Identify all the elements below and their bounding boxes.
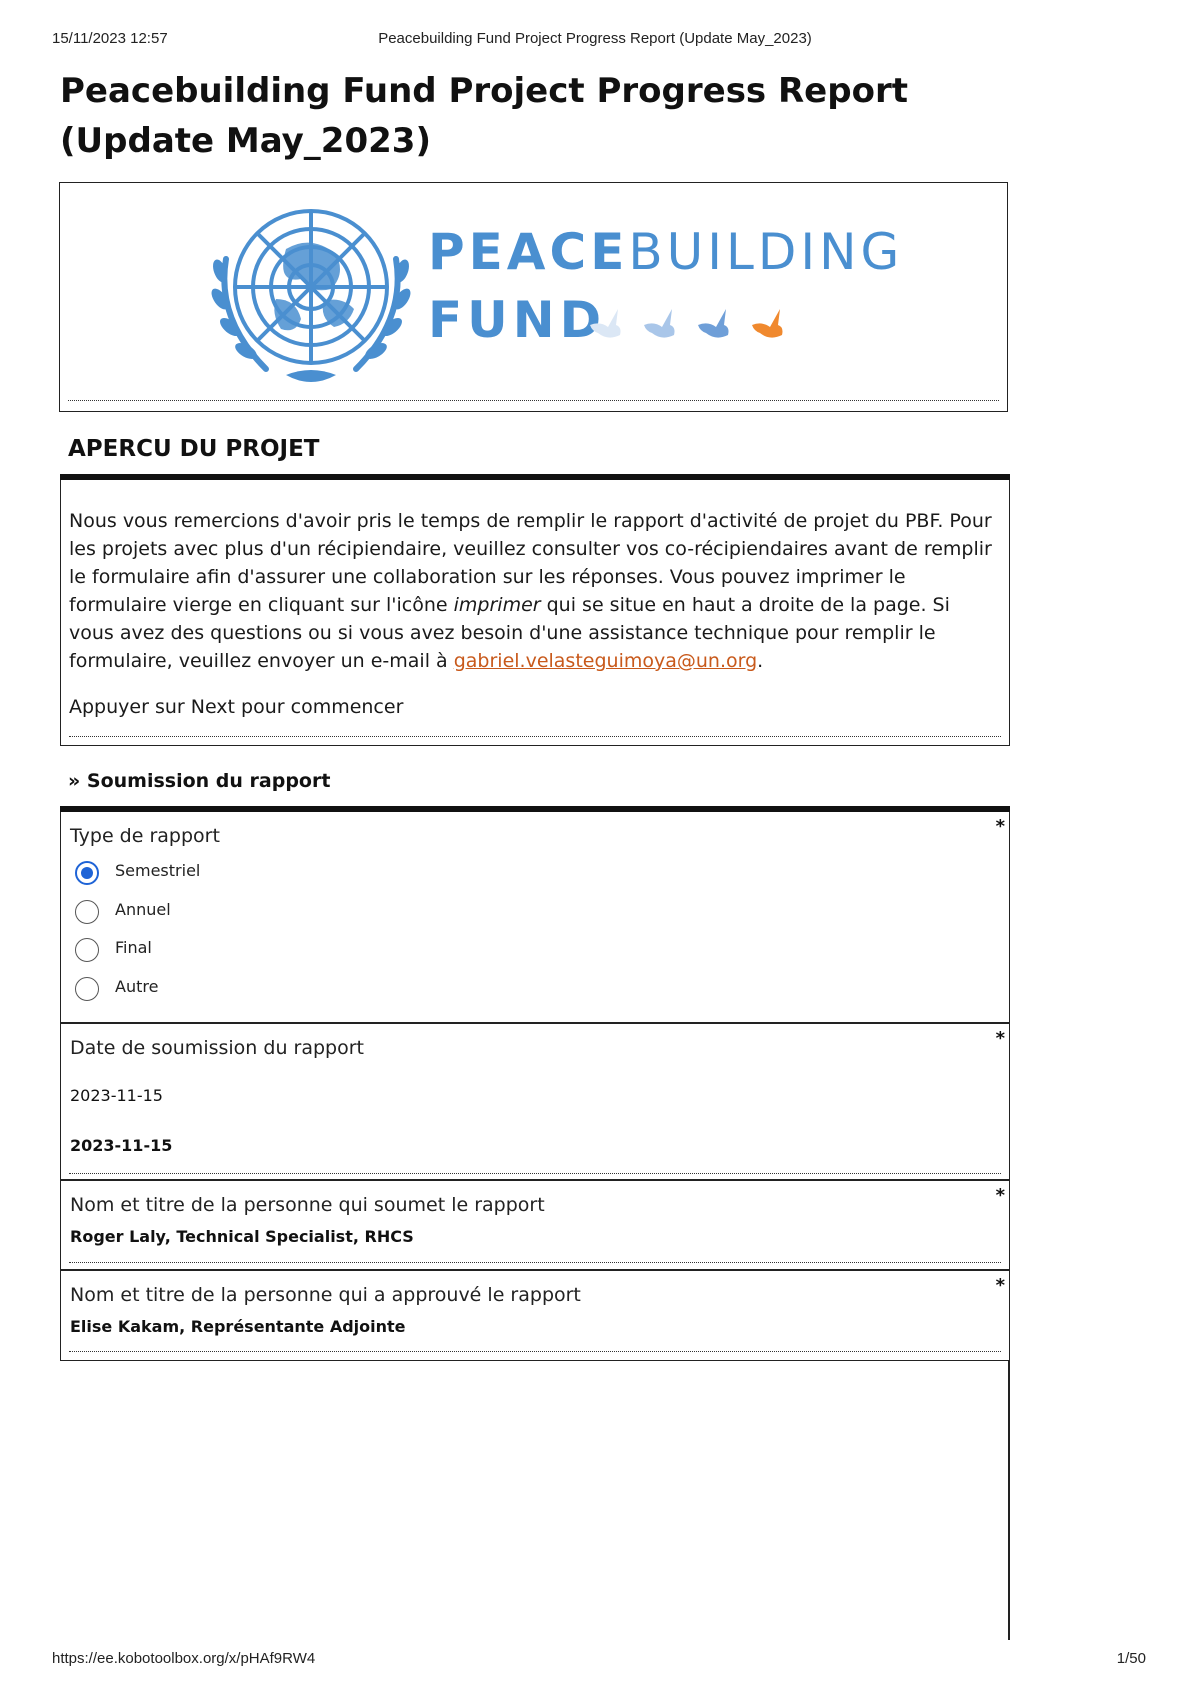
radio-button[interactable] [75,900,99,924]
field-divider [69,1351,1001,1352]
intro-text: Nous vous remercions d'avoir pris le temps de remplir le rapport d'activité de projet du PBF. Pour les projets avec plus d'un récipiendaire, veuillez consulter vos co-récipiendaires avant de remplir le formulaire afin d'assurer une collaboration sur les réponses. Vous pouvez imprimer le formulaire vierge en cliquant sur l'icône imprimer qui se situe en haut a droite de la page. Si vous avez des questions ou si vous avez besoin d'une assistance technique pour remplir le formulaire, veuillez envoyer un e-mail à gabriel.velasteguimoya@un.org. Appuyer sur Next pour commencer [61,480,1009,721]
page-edge-line [1008,1360,1010,1640]
logo-wordmark-line1: PEACEBUILDING [428,223,904,281]
approver-field [60,1269,1010,1361]
required-marker: * [995,1028,1005,1049]
document-title: Peacebuilding Fund Project Progress Report (Update May_2023) [60,71,908,161]
radio-button-selected[interactable] [75,861,99,885]
contact-email-link[interactable]: gabriel.velasteguimoya@un.org [453,650,758,672]
required-marker: * [995,816,1005,837]
print-timestamp: 15/11/2023 12:57 [52,30,168,47]
report-type-label: Type de rapport [70,825,220,847]
overview-heading: APERCU DU PROJET [68,436,320,462]
report-type-field [60,812,1010,1024]
field-divider [69,1262,1001,1263]
un-emblem-icon [206,199,416,391]
print-url: https://ee.kobotoolbox.org/x/pHAf9RW4 [52,1650,316,1667]
radio-label: Annuel [115,900,171,919]
start-instruction: Appuyer sur Next pour commencer [69,696,404,718]
approver-label: Nom et titre de la personne qui a approuvé le rapport [70,1284,581,1306]
print-page-title: Peacebuilding Fund Project Progress Report (Update May_2023) [378,30,812,47]
submitter-field [60,1179,1010,1269]
date-display-value: 2023-11-15 [70,1136,173,1155]
logo-panel [59,182,1008,412]
print-page-number: 1/50 [1116,1650,1146,1667]
submission-date-label: Date de soumission du rapport [70,1037,364,1059]
submitter-value[interactable]: Roger Laly, Technical Specialist, RHCS [70,1227,414,1246]
overview-divider [69,736,1001,737]
field-divider [69,1173,1001,1174]
radio-label: Final [115,938,152,957]
print-header [0,30,1190,50]
radio-label: Autre [115,977,159,996]
logo-wordmark-line2: FUND [428,291,607,349]
dove-icon [582,295,792,345]
submission-heading: » Soumission du rapport [68,770,331,792]
logo-divider [68,400,999,401]
radio-button[interactable] [75,977,99,1001]
date-input[interactable]: 2023-11-15 [70,1086,163,1105]
required-marker: * [995,1185,1005,1206]
submitter-label: Nom et titre de la personne qui soumet le rapport [70,1194,545,1216]
radio-button[interactable] [75,938,99,962]
radio-label: Semestriel [115,861,201,880]
required-marker: * [995,1275,1005,1296]
approver-value[interactable]: Elise Kakam, Représentante Adjointe [70,1317,406,1336]
submission-date-field [60,1022,1010,1180]
overview-panel [60,480,1010,746]
